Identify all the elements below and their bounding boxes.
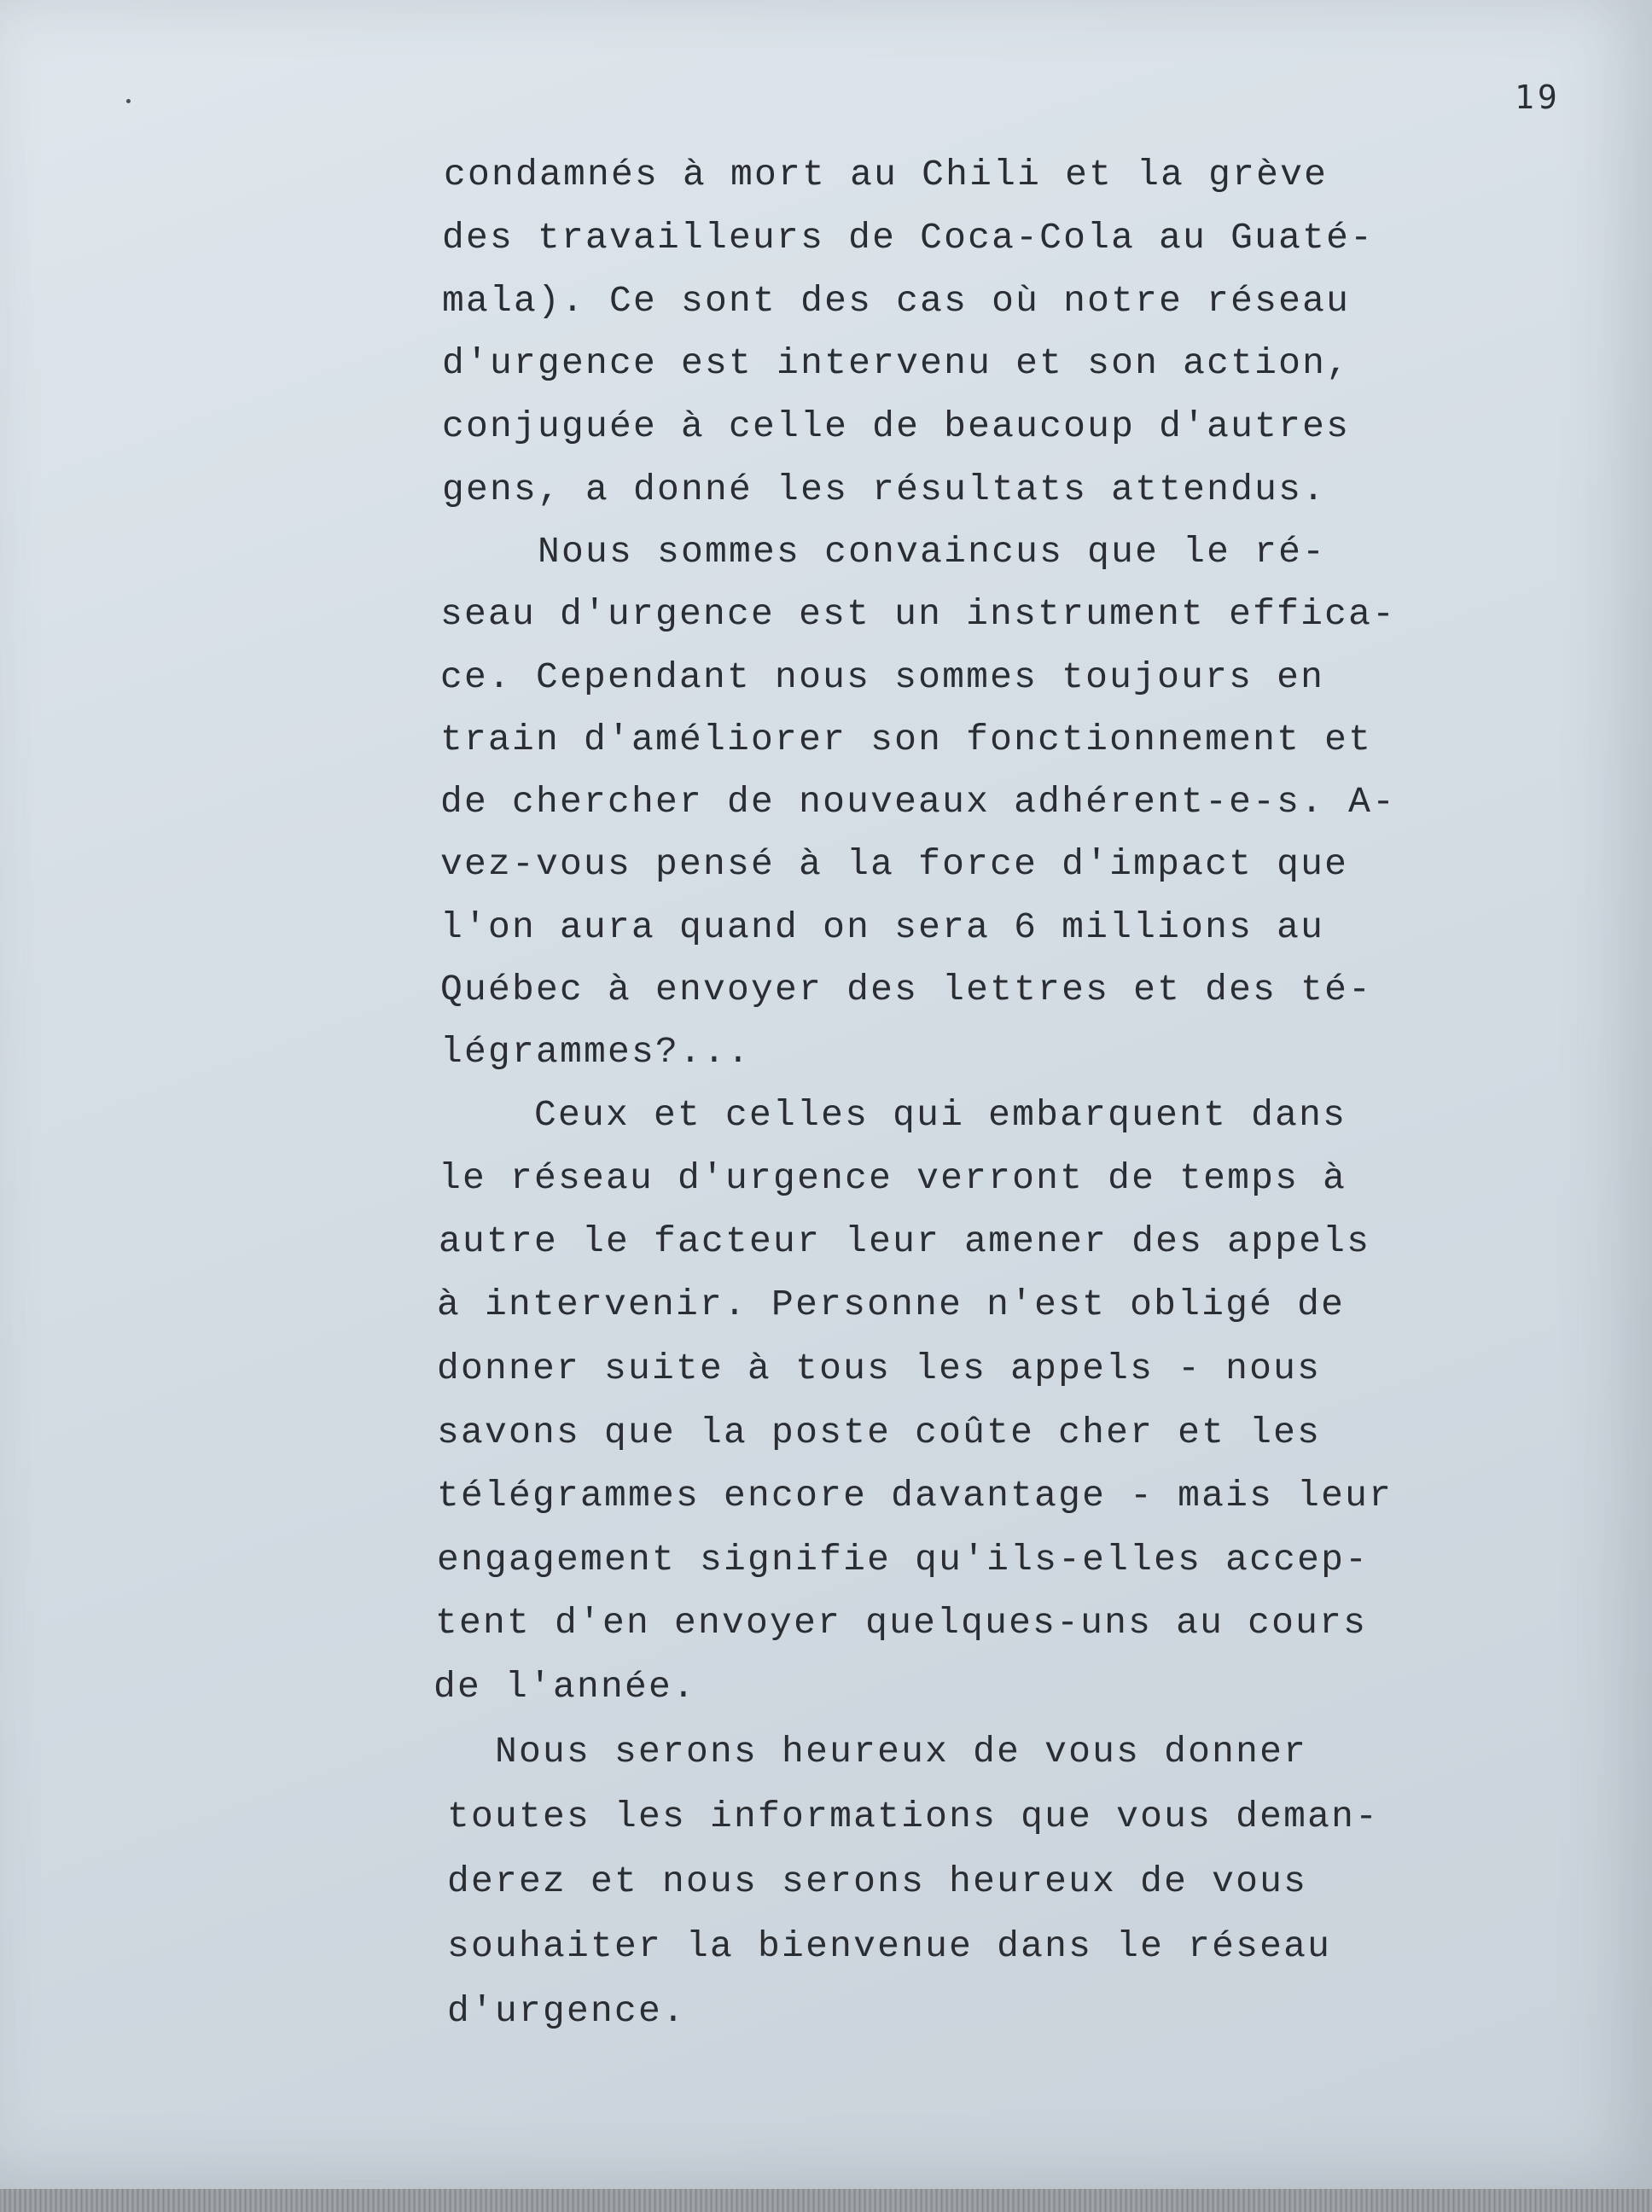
text-line: légrammes?... bbox=[440, 1031, 752, 1073]
text-line: vez-vous pensé à la force d'impact que bbox=[440, 843, 1349, 885]
text-line: ce. Cependant nous sommes toujours en bbox=[440, 656, 1325, 698]
text-line: Québec à envoyer des lettres et des té- bbox=[440, 969, 1373, 1010]
text-line: Nous serons heureux de vous donner bbox=[447, 1731, 1308, 1773]
text-line: engagement signifie qu'ils-elles accep- bbox=[437, 1539, 1370, 1580]
text-line: train d'améliorer son fonctionnement et bbox=[440, 719, 1373, 760]
text-line: de chercher de nouveaux adhérent-e-s. A- bbox=[440, 781, 1397, 823]
text-line: l'on aura quand on sera 6 millions au bbox=[440, 906, 1325, 948]
text-line: tent d'en envoyer quelques-uns au cours bbox=[435, 1602, 1368, 1644]
text-line: mala). Ce sont des cas où notre réseau bbox=[442, 280, 1351, 322]
text-line: gens, a donné les résultats attendus. bbox=[442, 469, 1327, 510]
text-line: à intervenir. Personne n'est obligé de bbox=[437, 1284, 1346, 1325]
text-line: des travailleurs de Coca-Cola au Guaté- bbox=[442, 217, 1375, 259]
text-line: souhaiter la bienvenue dans le réseau bbox=[447, 1925, 1332, 1967]
text-line: de l'année. bbox=[433, 1666, 697, 1708]
text-line: Nous sommes convaincus que le ré- bbox=[442, 531, 1327, 573]
text-line: le réseau d'urgence verront de temps à bbox=[439, 1157, 1347, 1199]
text-line: condamnés à mort au Chili et la grève bbox=[444, 154, 1329, 195]
text-line: d'urgence. bbox=[447, 1990, 687, 2032]
text-line: seau d'urgence est un instrument effica- bbox=[440, 593, 1397, 635]
text-line: derez et nous serons heureux de vous bbox=[447, 1860, 1308, 1902]
text-line: autre le facteur leur amener des appels bbox=[439, 1220, 1371, 1262]
text-line: savons que la poste coûte cher et les bbox=[437, 1412, 1322, 1453]
text-line: donner suite à tous les appels - nous bbox=[437, 1348, 1322, 1389]
text-line: toutes les informations que vous deman- bbox=[447, 1796, 1380, 1837]
text-line: Ceux et celles qui embarquent dans bbox=[439, 1094, 1347, 1136]
text-line: télégrammes encore davantage - mais leur bbox=[437, 1475, 1393, 1516]
page-bottom-edge bbox=[0, 2189, 1652, 2212]
paper-speck bbox=[126, 99, 131, 103]
text-line: d'urgence est intervenu et son action, bbox=[442, 342, 1351, 384]
text-line: conjuguée à celle de beaucoup d'autres bbox=[442, 405, 1351, 447]
page-number: 19 bbox=[1515, 79, 1561, 116]
